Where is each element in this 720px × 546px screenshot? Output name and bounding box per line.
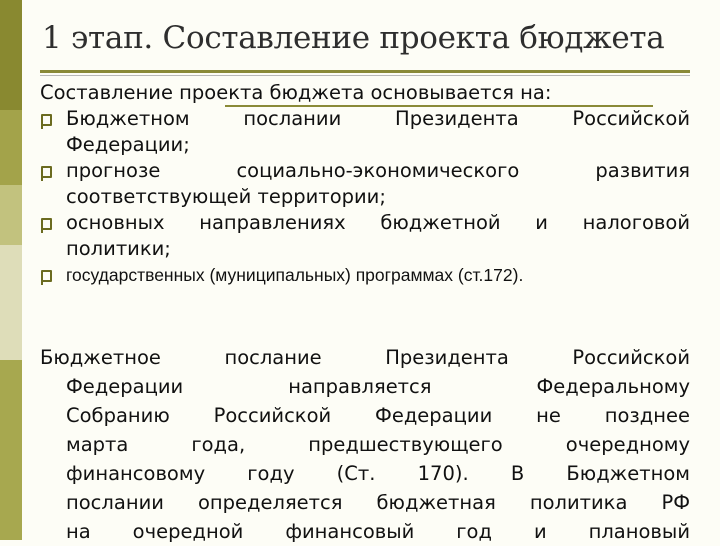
paragraph-line: послании определяется бюджетная политика РФ (66, 491, 690, 514)
bullet-text-line: прогнозе социально-экономического развития (66, 159, 690, 182)
body-paragraph (40, 343, 690, 546)
list-item (40, 158, 690, 210)
side-bar-segment (0, 110, 22, 185)
bullet-text-line: Бюджетном послании Президента Российской (66, 107, 690, 130)
side-bar-segment (0, 0, 22, 110)
decorative-side-bar (0, 0, 22, 540)
side-bar-segment (0, 360, 22, 540)
side-bar-segment (0, 185, 22, 245)
title-divider (40, 70, 690, 73)
p-bullet-icon (41, 270, 52, 282)
paragraph-line: на очередной финансовый год и плановый (66, 520, 690, 543)
p-bullet-icon (41, 114, 52, 126)
title-divider-shadow (40, 75, 690, 76)
paragraph-line: Бюджетное послание Президента Российской (40, 346, 690, 369)
paragraph-line: Федерации направляется Федеральному (66, 375, 690, 398)
bullet-list (40, 106, 690, 288)
bullet-text-line: основных направлениях бюджетной и налоговой (66, 211, 690, 234)
list-item (40, 262, 690, 288)
p-bullet-icon (41, 218, 52, 230)
bullet-text-line: государственных (муниципальных) программах (ст.172). (66, 265, 524, 285)
bullet-text-line: Федерации; (66, 133, 190, 156)
p-bullet-icon (41, 166, 52, 178)
side-bar-segment (0, 245, 22, 360)
paragraph-line: Собранию Российской Федерации не позднее (66, 404, 690, 427)
slide-title: 1 этап. Составление проекта бюджета (42, 20, 665, 56)
list-item (40, 210, 690, 262)
list-item (40, 106, 690, 158)
paragraph-line: финансовому году (Ст. 170). В Бюджетном (66, 462, 690, 485)
bullet-text-line: соответствующей территории; (66, 185, 386, 208)
paragraph-line: марта года, предшествующего очередному (66, 433, 690, 456)
intro-text: Составление проекта бюджета основывается на: (40, 81, 552, 104)
bullet-text-line: политики; (66, 237, 171, 260)
